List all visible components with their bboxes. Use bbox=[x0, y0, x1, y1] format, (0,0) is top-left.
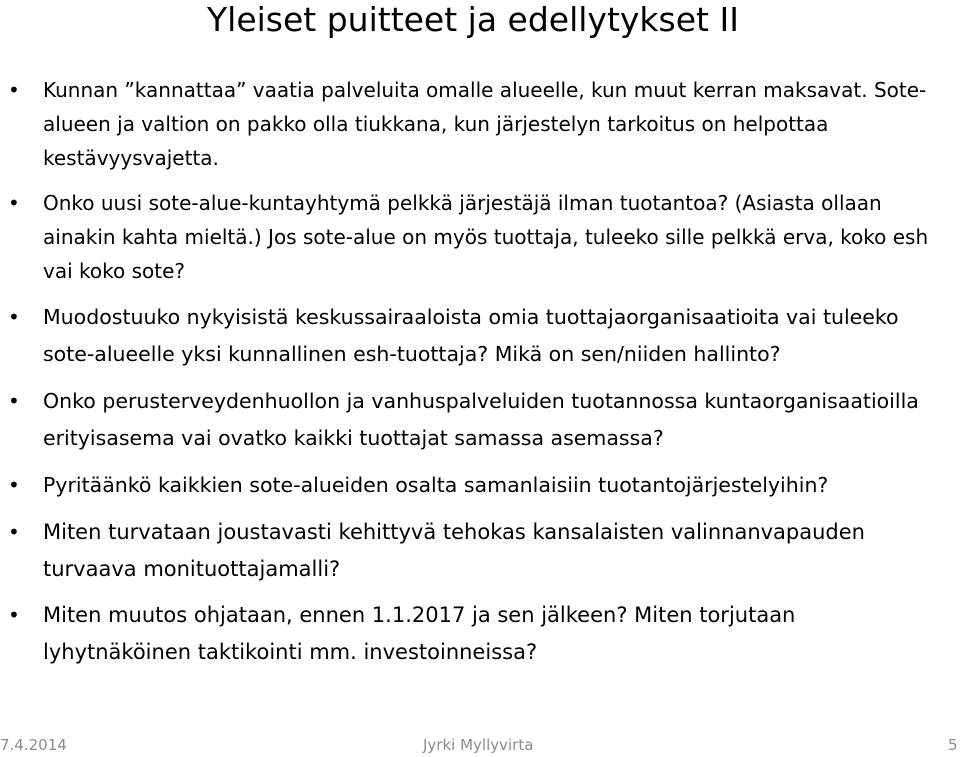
bullet-marker: • bbox=[8, 520, 20, 544]
bullet-marker: • bbox=[8, 305, 20, 329]
bullet-item bbox=[0, 383, 960, 457]
bullet-item bbox=[0, 299, 960, 373]
bullet-list bbox=[0, 73, 960, 680]
bullet-marker: • bbox=[8, 603, 20, 627]
footer-author: Jyrki Myllyvirta bbox=[423, 736, 534, 754]
bullet-item bbox=[0, 186, 960, 288]
bullet-item bbox=[0, 514, 960, 588]
bullet-item bbox=[0, 467, 960, 504]
bullet-text: Muodostuuko nykyisistä keskussairaaloista omia tuottajaorganisaatioita vai tuleeko sote-alueelle yksi kunnallinen esh-tuottaja? Mikä on sen/niiden hallinto? bbox=[43, 305, 899, 366]
bullet-text: Miten turvataan joustavasti kehittyvä tehokas kansalaisten valinnanvapauden turvaava monituottajamalli? bbox=[43, 520, 865, 581]
bullet-marker: • bbox=[8, 389, 20, 413]
bullet-text: Onko uusi sote-alue-kuntayhtymä pelkkä järjestäjä ilman tuotantoa? (Asiasta ollaan ainakin kahta mieltä.) Jos sote-alue on myös tuottaja, tuleeko sille pelkkä erva, koko esh vai koko sote? bbox=[43, 191, 929, 283]
bullet-text: Onko perusterveydenhuollon ja vanhuspalveluiden tuotannossa kuntaorganisaatioilla erityisasema vai ovatko kaikki tuottajat samassa asemassa? bbox=[43, 389, 919, 450]
slide-title: Yleiset puitteet ja edellytykset II bbox=[207, 0, 739, 39]
bullet-text: Kunnan ”kannattaa” vaatia palveluita omalle alueelle, kun muut kerran maksavat. Sote-alueen ja valtion on pakko olla tiukkana, kun järjestelyn tarkoitus on helpottaa kestävyysvajetta. bbox=[43, 78, 927, 170]
bullet-marker: • bbox=[8, 78, 20, 102]
bullet-marker: • bbox=[8, 191, 20, 215]
bullet-marker: • bbox=[8, 473, 20, 497]
bullet-item bbox=[0, 597, 960, 671]
bullet-text: Pyritäänkö kaikkien sote-alueiden osalta samanlaisiin tuotantojärjestelyihin? bbox=[43, 473, 829, 497]
footer-page-number: 5 bbox=[948, 736, 958, 754]
bullet-text: Miten muutos ohjataan, ennen 1.1.2017 ja sen jälkeen? Miten torjutaan lyhytnäköinen taktikointi mm. investoinneissa? bbox=[43, 603, 796, 664]
bullet-item bbox=[0, 73, 960, 175]
footer-date: 7.4.2014 bbox=[0, 736, 67, 754]
